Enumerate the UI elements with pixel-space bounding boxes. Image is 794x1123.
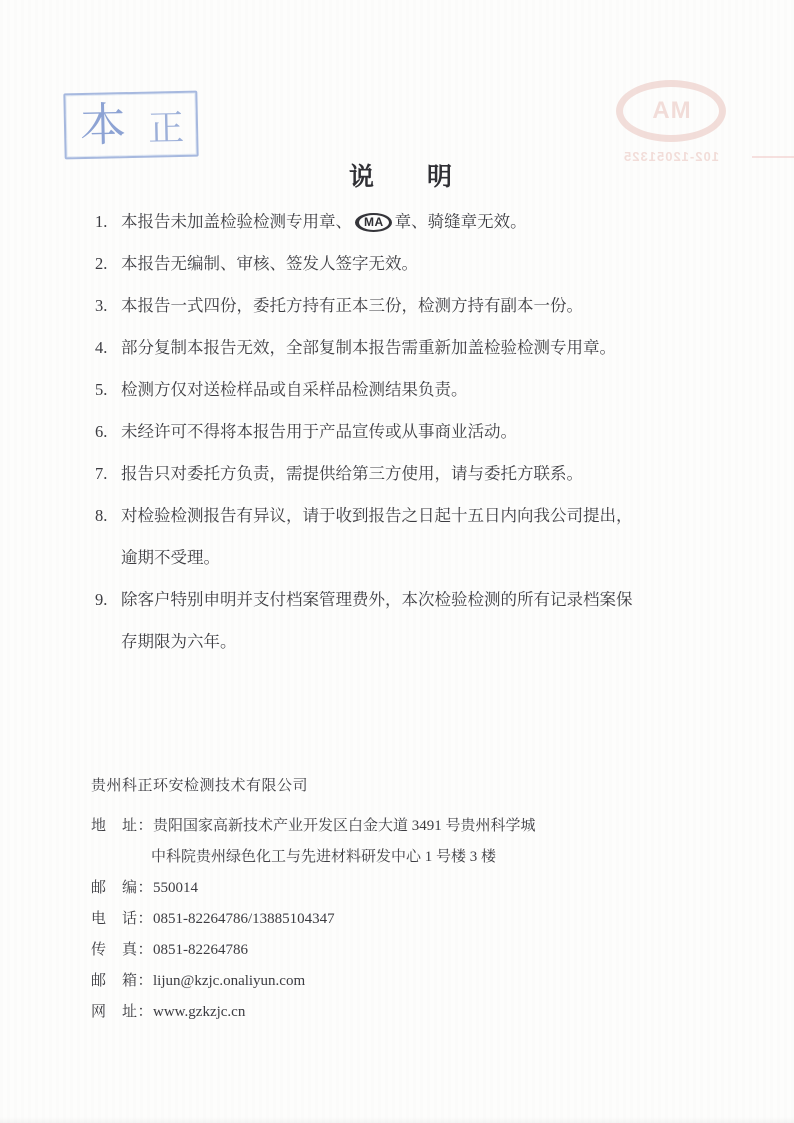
company-info-block [91, 771, 707, 1028]
contact-row-website [91, 997, 707, 1028]
note-text: 本报告一式四份，委托方持有正本三份，检测方持有副本一份。 [121, 296, 583, 315]
contact-label: 电 话： [91, 911, 154, 927]
notes-list [95, 201, 707, 663]
cma-watermark-number: 102-12051325 [623, 149, 719, 164]
note-item-2 [95, 243, 707, 285]
contact-row-postcode [91, 873, 707, 904]
note-text: 章、骑缝章无效。 [394, 212, 527, 231]
note-text: 本报告未加盖检验检测专用章、 [121, 212, 352, 231]
note-item-4 [95, 327, 707, 369]
contact-row-address [91, 811, 707, 873]
note-item-3 [95, 285, 707, 327]
stamp-character-right: 正 [147, 107, 185, 149]
note-text: 检测方仅对送检样品或自采样品检测结果负责。 [121, 380, 468, 399]
note-item-7 [95, 453, 707, 495]
note-number: 8. [95, 506, 108, 525]
note-text: 报告只对委托方负责，需提供给第三方使用，请与委托方联系。 [121, 464, 583, 483]
contact-value: 550014 [153, 880, 199, 896]
note-item-8 [95, 495, 707, 579]
note-number: 4. [95, 338, 108, 357]
note-text: 存期限为六年。 [121, 632, 237, 651]
contact-value: 0851-82264786 [153, 942, 249, 958]
contact-row-fax [91, 935, 707, 966]
contact-value-line2: 中科院贵州绿色化工与先进材料研发中心 1 号楼 3 楼 [151, 849, 497, 865]
company-name: 贵州科正环安检测技术有限公司 [91, 778, 309, 794]
contact-row-phone [91, 904, 707, 935]
page-content [91, 0, 707, 1028]
note-number: 5. [95, 380, 108, 399]
note-text: 逾期不受理。 [121, 548, 220, 567]
contact-value: lijun@kzjc.onaliyun.com [153, 973, 306, 989]
note-item-5 [95, 369, 707, 411]
cma-watermark-label: MA [651, 97, 691, 124]
note-item-6 [95, 411, 707, 453]
contact-label: 邮 编： [91, 880, 154, 896]
stamp-character-left: 本 [79, 99, 127, 152]
contact-label: 网 址： [91, 1004, 154, 1020]
contact-label: 邮 箱： [91, 973, 154, 989]
note-number: 2. [95, 254, 108, 273]
note-number: 6. [95, 422, 108, 441]
note-number: 3. [95, 296, 108, 315]
contact-value: www.gzkzjc.cn [153, 1004, 246, 1020]
note-item-1 [95, 201, 707, 243]
page-title: 说 明 [348, 164, 453, 191]
contact-label: 传 真： [91, 942, 154, 958]
contact-label: 地 址： [91, 818, 154, 834]
note-number: 9. [95, 590, 108, 609]
note-text: 对检验检测报告有异议，请于收到报告之日起十五日内向我公司提出， [121, 506, 633, 525]
note-item-9 [95, 579, 707, 663]
note-text: 部分复制本报告无效，全部复制本报告需重新加盖检验检测专用章。 [121, 338, 616, 357]
note-text: 本报告无编制、审核、签发人签字无效。 [121, 254, 418, 273]
note-text: 未经许可不得将本报告用于产品宣传或从事商业活动。 [121, 422, 517, 441]
cma-logo: MA [355, 213, 392, 232]
note-number: 1. [95, 212, 108, 231]
pink-bleed-line [752, 156, 794, 158]
note-text: 除客户特别申明并支付档案管理费外，本次检验检测的所有记录档案保 [121, 590, 633, 609]
contact-value: 贵阳国家高新技术产业开发区白金大道 3491 号贵州科学城 [153, 818, 536, 834]
note-number: 7. [95, 464, 108, 483]
contact-row-email [91, 966, 707, 997]
contact-value: 0851-82264786/13885104347 [153, 911, 335, 927]
